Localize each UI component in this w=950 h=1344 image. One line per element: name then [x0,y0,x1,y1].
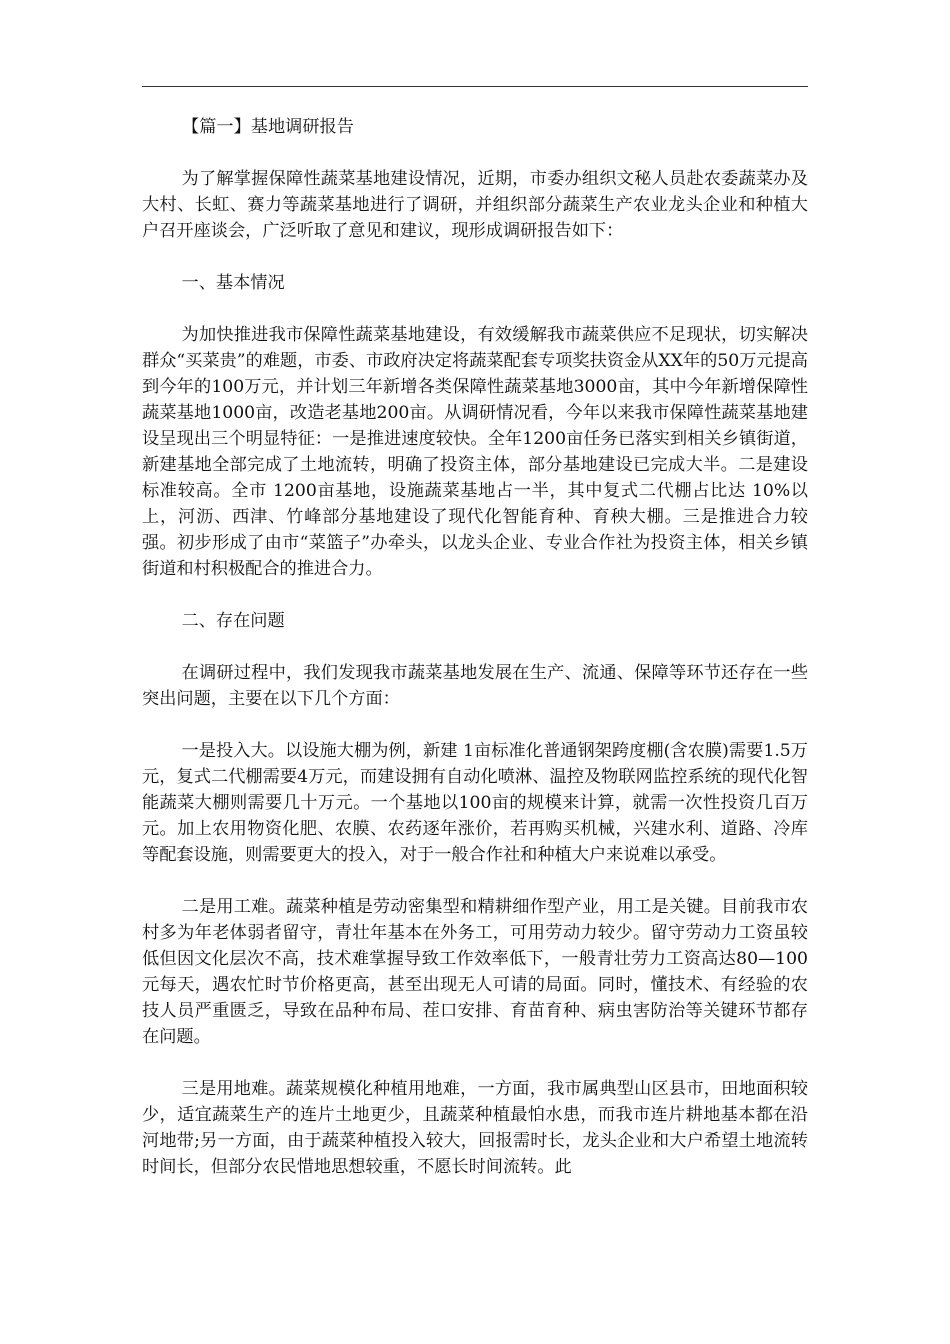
header-rule [142,86,808,87]
problem-land-paragraph: 三是用地难。蔬菜规模化种植用地难，一方面，我市属典型山区县市，田地面积较少，适宜蔬菜生产的连片土地更少，且蔬菜种植最怕水患，而我市连片耕地基本都在沿河地带;另一方面，由于蔬菜种植投入较大，回报需时长，龙头企业和大户希望土地流转时间长，但部分农民惜地思想较重，不愿长时间流转。此 [142,1079,808,1177]
document-body [142,108,808,1180]
problem-labor-paragraph: 二是用工难。蔬菜种植是劳动密集型和精耕细作型产业，用工是关键。目前我市农村多为年老体弱者留守，青壮年基本在外务工，可用劳动力较少。留守劳动力工资虽较低但因文化层次不高，技术难掌握导致工作效率低下，一般青壮劳力工资高达80—100元每天，遇农忙时节价格更高，甚至出现无人可请的局面。同时，懂技术、有经验的农技人员严重匮乏，导致在品种布局、茬口安排、育苗育种、病虫害防治等关键环节都存在问题。 [142,897,808,1047]
basic-situation-paragraph: 为加快推进我市保障性蔬菜基地建设，有效缓解我市蔬菜供应不足现状，切实解决群众“买菜贵”的难题，市委、市政府决定将蔬菜配套专项奖扶资金从XX年的50万元提高到今年的100万元，并计划三年新增各类保障性蔬菜基地3000亩，其中今年新增保障性蔬菜基地1000亩，改造老基地200亩。从调研情况看，今年以来我市保障性蔬菜基地建设呈现出三个明显特征：一是推进速度较快。全年1200亩任务已落实到相关乡镇街道，新建基地全部完成了土地流转，明确了投资主体，部分基地建设已完成大半。二是建设标准较高。全市 1200亩基地，设施蔬菜基地占一半，其中复式二代棚占比达 10%以上，河沥、西津、竹峰部分基地建设了现代化智能育种、育秧大棚。三是推进合力较强。初步形成了由市“菜篮子”办牵头，以龙头企业、专业合作社为投资主体，相关乡镇街道和村积极配合的推进合力。 [142,325,808,579]
problems-intro-paragraph: 在调研过程中，我们发现我市蔬菜基地发展在生产、流通、保障等环节还存在一些突出问题，主要在以下几个方面： [142,663,808,709]
section-heading-problems: 二、存在问题 [181,611,285,631]
problem-investment-paragraph: 一是投入大。以设施大棚为例，新建 1亩标准化普通钢架跨度棚(含农膜)需要1.5万元，复式二代棚需要4万元，而建设拥有自动化喷淋、温控及物联网监控系统的现代化智能蔬菜大棚则需要几十万元。一个基地以100亩的规模来计算，就需一次性投资几百万元。加上农用物资化肥、农膜、农药逐年涨价，若再购买机械，兴建水利、道路、冷库等配套设施，则需要更大的投入，对于一般合作社和种植大户来说难以承受。 [142,741,808,865]
intro-paragraph: 为了解掌握保障性蔬菜基地建设情况，近期，市委办组织文秘人员赴农委蔬菜办及大村、长虹、赛力等蔬菜基地进行了调研，并组织部分蔬菜生产农业龙头企业和种植大户召开座谈会，广泛听取了意见和建议，现形成调研报告如下： [142,169,808,241]
document-title: 【篇一】基地调研报告 [182,117,354,137]
section-heading-basic: 一、基本情况 [181,273,285,293]
